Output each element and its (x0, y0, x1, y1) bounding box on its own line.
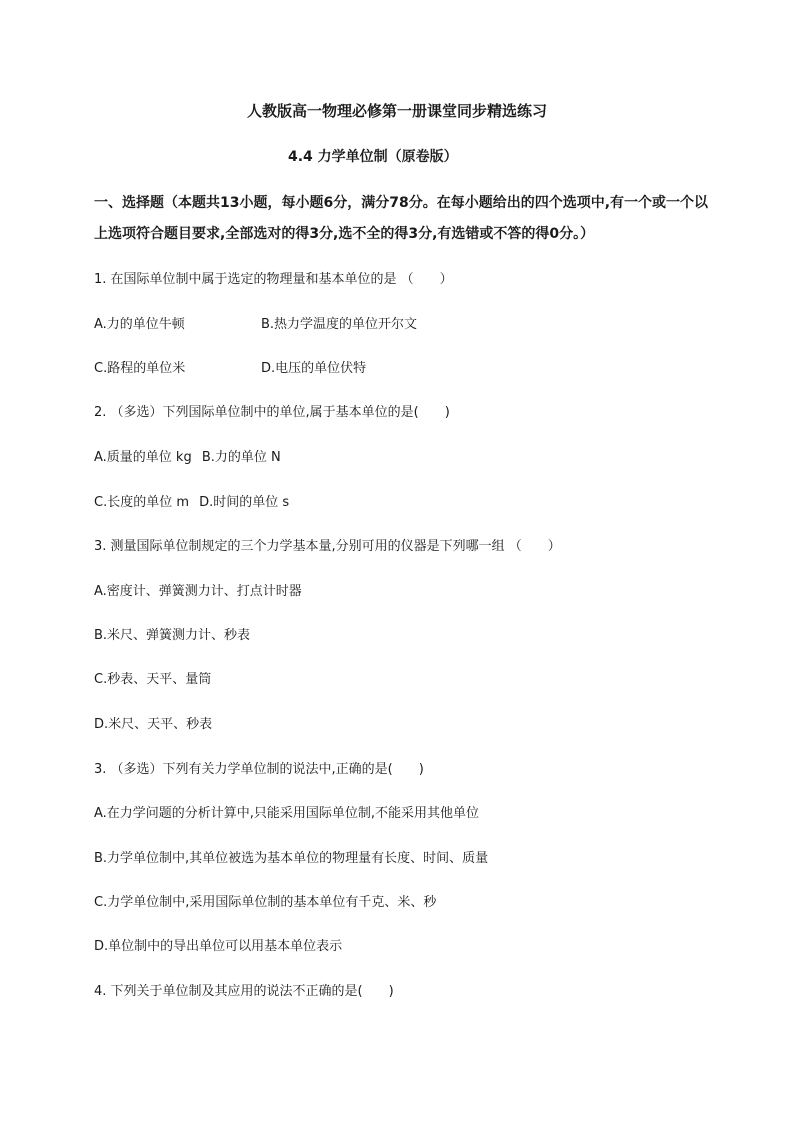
document-title: 人教版高一物理必修第一册课堂同步精选练习 (246, 102, 547, 120)
question-3-option-d: D.米尺、天平、秒表 (94, 717, 213, 732)
question-stem-3: 3. 测量国际单位制规定的三个力学基本量,分别可用的仪器是下列哪一组 （ ） (94, 539, 561, 554)
question-2-option-d: D.时间的单位 s (199, 495, 290, 510)
question-3-option-a: A.密度计、弹簧测力计、打点计时器 (94, 584, 302, 599)
question-1-option-row-2 (94, 357, 185, 376)
question-3b-option-b: B.力学单位制中,其单位被选为基本单位的物理量有长度、时间、质量 (94, 851, 489, 866)
question-2-option-row-2 (94, 491, 289, 510)
question-stem-1: 1. 在国际单位制中属于选定的物理量和基本单位的是 （ ） (94, 272, 453, 287)
section-heading: 一、选择题（本题共13小题，每小题6分，满分78分。在每小题给出的四个选项中,有一个或一个以上选项符合题目要求,全部选对的得3分,选不全的得3分,有选错或不答的得0分。） (94, 195, 709, 242)
question-3-option-c: C.秒表、天平、量筒 (94, 672, 212, 687)
question-2-option-c: C.长度的单位 m (94, 495, 190, 510)
question-3b-option-c: C.力学单位制中,采用国际单位制的基本单位有千克、米、秒 (94, 895, 437, 910)
question-1-option-d: D.电压的单位伏特 (261, 361, 367, 376)
question-1-option-c: C.路程的单位米 (94, 361, 186, 376)
question-3-option-b: B.米尺、弹簧测力计、秒表 (94, 628, 251, 643)
question-1-option-b: B.热力学温度的单位开尔文 (261, 317, 418, 332)
question-1-option-row-1 (94, 313, 185, 332)
question-stem-2: 2. （多选）下列国际单位制中的单位,属于基本单位的是( ) (94, 405, 450, 420)
question-stem-4: 4. 下列关于单位制及其应用的说法不正确的是( ) (94, 984, 394, 999)
question-2-option-b: B.力的单位 N (201, 450, 281, 465)
document-subtitle: 4.4 力学单位制（原卷版） (288, 149, 458, 165)
question-1-option-a: A.力的单位牛顿 (94, 317, 185, 332)
question-2-option-a: A.质量的单位 kg (94, 450, 192, 465)
question-2-option-row-1 (94, 446, 281, 465)
question-3b-option-a: A.在力学问题的分析计算中,只能采用国际单位制,不能采用其他单位 (94, 806, 480, 821)
question-stem-3b: 3. （多选）下列有关力学单位制的说法中,正确的是( ) (94, 762, 424, 777)
question-3b-option-d: D.单位制中的导出单位可以用基本单位表示 (94, 939, 343, 954)
